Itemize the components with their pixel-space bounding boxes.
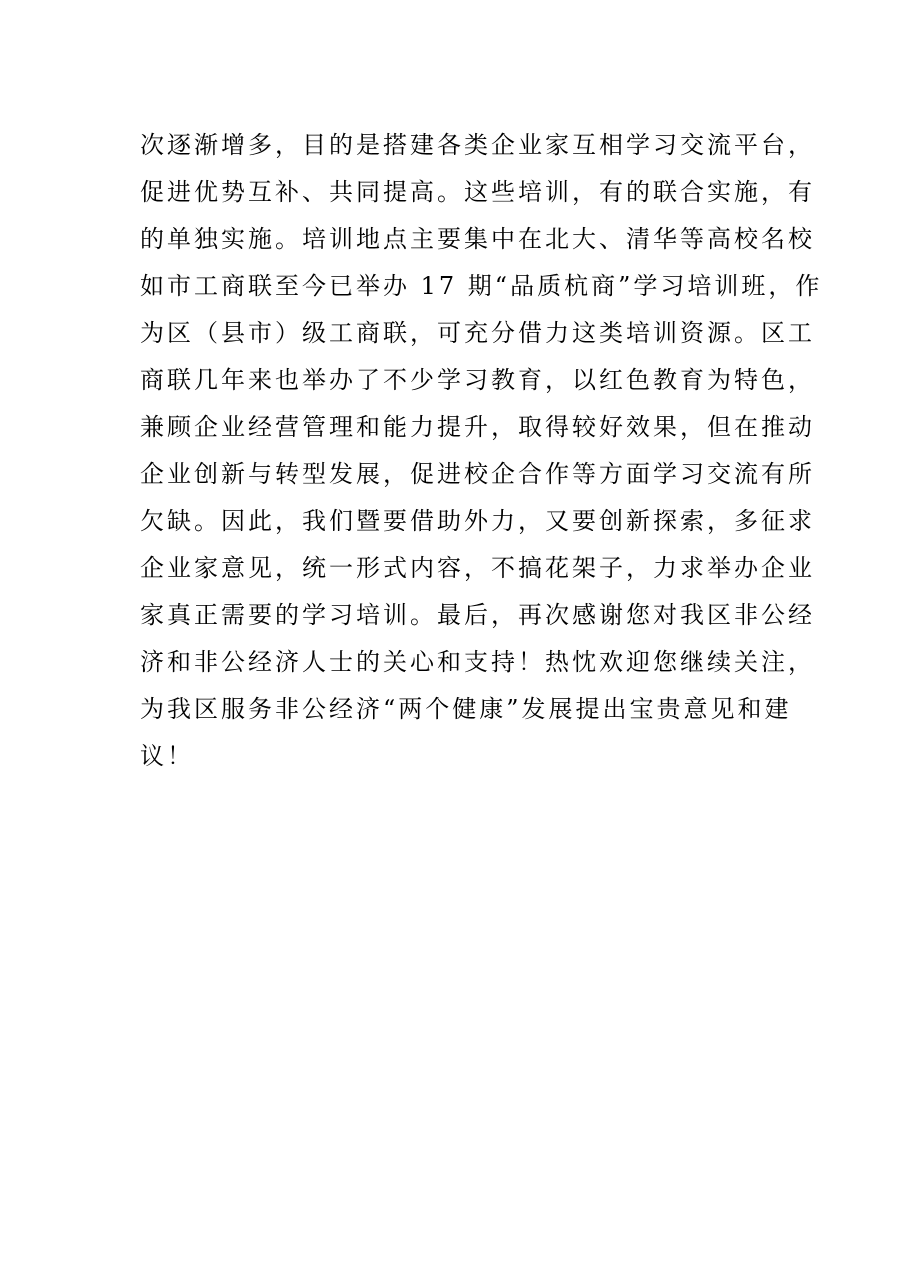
text-line: 的单独实施。培训地点主要集中在北大、清华等高校名校: [140, 225, 815, 253]
text-line: 兼顾企业经营管理和能力提升，取得较好效果，但在推动: [140, 413, 815, 441]
text-line: 如市工商联至今已举办 17 期“品质杭商”学习培训班，作: [140, 272, 823, 300]
text-line: 次逐渐增多，目的是搭建各类企业家互相学习交流平台，: [140, 131, 815, 159]
text-line: 企业家意见，统一形式内容，不搞花架子，力求举办企业: [140, 554, 815, 582]
body-paragraph: [140, 122, 823, 780]
text-line: 家真正需要的学习培训。最后，再次感谢您对我区非公经: [140, 601, 815, 629]
text-line: 为我区服务非公经济“两个健康”发展提出宝贵意见和建: [140, 695, 792, 723]
text-line: 济和非公经济人士的关心和支持！热忱欢迎您继续关注，: [140, 648, 815, 676]
text-line: 为区（县市）级工商联，可充分借力这类培训资源。区工: [140, 319, 815, 347]
text-line: 议！: [140, 742, 194, 770]
text-line: 商联几年来也举办了不少学习教育，以红色教育为特色，: [140, 366, 815, 394]
text-line: 企业创新与转型发展，促进校企合作等方面学习交流有所: [140, 460, 815, 488]
text-line: 欠缺。因此，我们暨要借助外力，又要创新探索，多征求: [140, 507, 815, 535]
text-line: 促进优势互补、共同提高。这些培训，有的联合实施，有: [140, 178, 815, 206]
